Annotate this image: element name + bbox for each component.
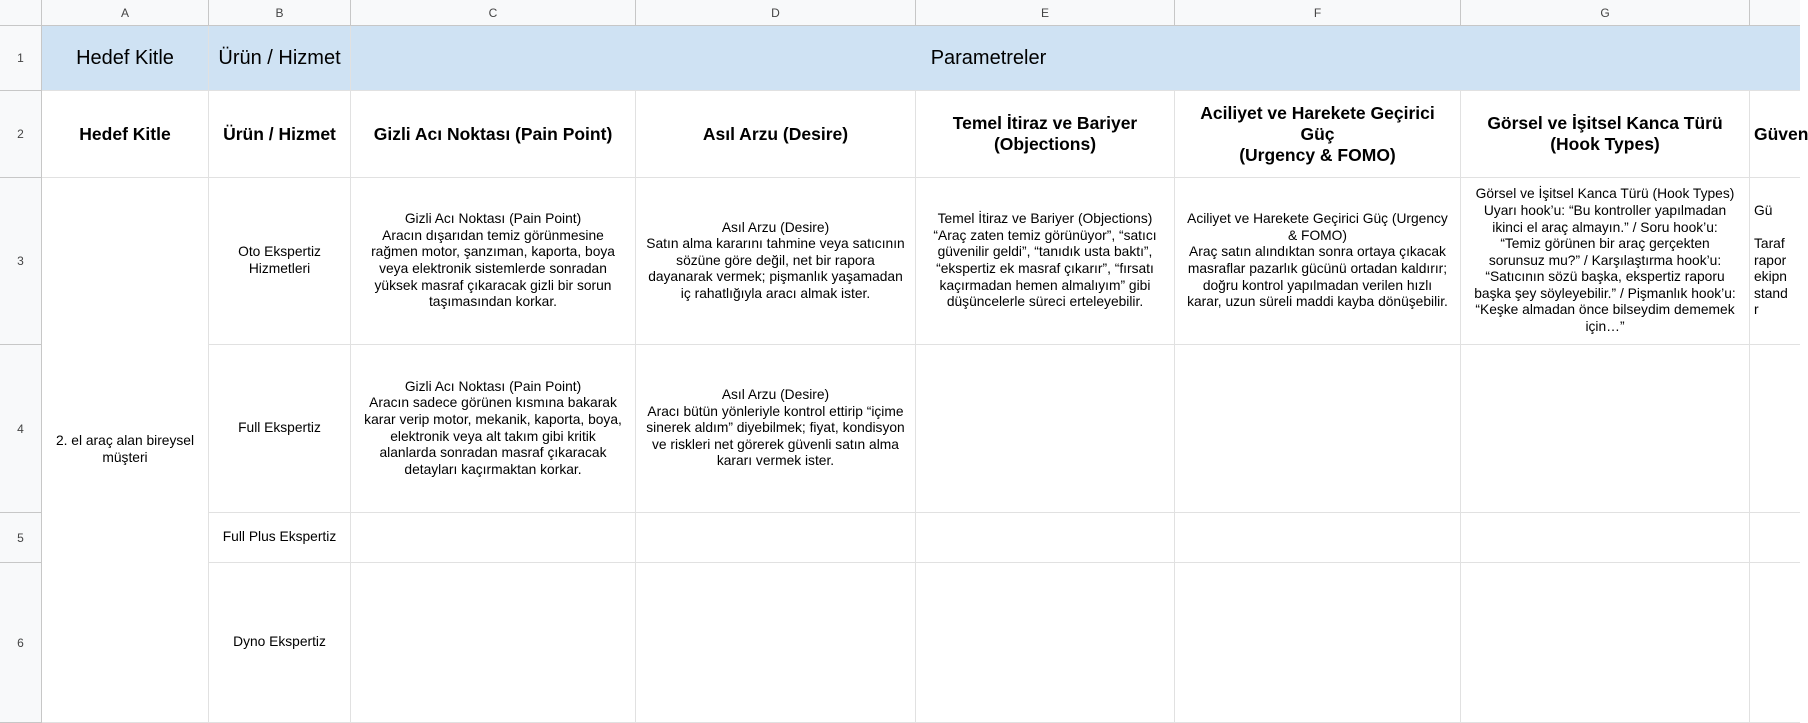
cell-f5[interactable] bbox=[1175, 513, 1461, 563]
cell-g6[interactable] bbox=[1461, 563, 1750, 723]
cell-b5[interactable]: Full Plus Ekspertiz bbox=[209, 513, 351, 563]
column-header-a[interactable]: A bbox=[42, 0, 209, 26]
cell-g2[interactable]: Görsel ve İşitsel Kanca Türü (Hook Types) bbox=[1461, 91, 1750, 178]
cell-f3[interactable]: Aciliyet ve Harekete Geçirici Güç (Urgency & FOMO) Araç satın alındıktan sonra ortaya çıkacak masraflar pazarlık gücünü ortadan kaldırır; doğru kontrol yapılmadan verilen hızlı karar, uzun süreli maddi kayba dönüşebilir. bbox=[1175, 178, 1461, 345]
row-header-4[interactable]: 4 bbox=[0, 345, 42, 513]
cell-a1[interactable]: Hedef Kitle bbox=[42, 26, 209, 91]
cell-b6[interactable]: Dyno Ekspertiz bbox=[209, 563, 351, 723]
cell-h3[interactable]: Gü Taraf rapor ekipn stand r bbox=[1750, 178, 1800, 345]
cell-c4[interactable]: Gizli Acı Noktası (Pain Point) Aracın sadece görünen kısmına bakarak karar verip motor, mekanik, kaporta, boya, elektronik veya alt takım gibi kritik alanlarda sonradan masraf çıkaracak detayları kaçırmaktan korkar. bbox=[351, 345, 636, 513]
cell-f4[interactable] bbox=[1175, 345, 1461, 513]
cell-f2[interactable]: Aciliyet ve Harekete Geçirici Güç (Urgency & FOMO) bbox=[1175, 91, 1461, 178]
cell-b1[interactable]: Ürün / Hizmet bbox=[209, 26, 351, 91]
column-header-f[interactable]: F bbox=[1175, 0, 1461, 26]
column-header-b[interactable]: B bbox=[209, 0, 351, 26]
select-all-corner[interactable] bbox=[0, 0, 42, 26]
cell-a3-merged-audience[interactable]: 2. el araç alan bireysel müşteri bbox=[42, 178, 209, 723]
cell-d3[interactable]: Asıl Arzu (Desire) Satın alma kararını tahmine veya satıcının sözüne göre değil, net bir rapora dayanarak vermek; pişmanlık yaşamadan iç rahatlığıyla aracı almak ister. bbox=[636, 178, 916, 345]
cell-d5[interactable] bbox=[636, 513, 916, 563]
cell-h2[interactable]: Güven bbox=[1750, 91, 1800, 178]
column-header-h[interactable] bbox=[1750, 0, 1800, 26]
cell-c1-merged[interactable]: Parametreler bbox=[351, 26, 1800, 91]
cell-d4[interactable]: Asıl Arzu (Desire) Aracı bütün yönleriyle kontrol ettirip “içime sinerek aldım” diyebilmek; fiyat, kondisyon ve riskleri net görerek güvenli satın alma kararı vermek ister. bbox=[636, 345, 916, 513]
cell-h6[interactable] bbox=[1750, 563, 1800, 723]
row-header-6[interactable]: 6 bbox=[0, 563, 42, 723]
row-header-3[interactable]: 3 bbox=[0, 178, 42, 345]
cell-g4[interactable] bbox=[1461, 345, 1750, 513]
column-header-g[interactable]: G bbox=[1461, 0, 1750, 26]
row-header-5[interactable]: 5 bbox=[0, 513, 42, 563]
row-header-2[interactable]: 2 bbox=[0, 91, 42, 178]
cell-c2[interactable]: Gizli Acı Noktası (Pain Point) bbox=[351, 91, 636, 178]
row-header-1[interactable]: 1 bbox=[0, 26, 42, 91]
cell-b3[interactable]: Oto Ekspertiz Hizmetleri bbox=[209, 178, 351, 345]
cell-c3[interactable]: Gizli Acı Noktası (Pain Point) Aracın dışarıdan temiz görünmesine rağmen motor, şanzıman, kaporta, boya veya elektronik sistemlerde sonradan yüksek masraf çıkaracak gizli bir sorun taşımasından korkar. bbox=[351, 178, 636, 345]
cell-g5[interactable] bbox=[1461, 513, 1750, 563]
cell-h4[interactable] bbox=[1750, 345, 1800, 513]
column-header-e[interactable]: E bbox=[916, 0, 1175, 26]
cell-c5[interactable] bbox=[351, 513, 636, 563]
column-header-d[interactable]: D bbox=[636, 0, 916, 26]
cell-a2[interactable]: Hedef Kitle bbox=[42, 91, 209, 178]
cell-e6[interactable] bbox=[916, 563, 1175, 723]
cell-e3[interactable]: Temel İtiraz ve Bariyer (Objections) “Araç zaten temiz görünüyor”, “satıcı güvenilir geldi”, “tanıdık usta baktı”, “ekspertiz ek masraf çıkarır”, “fırsatı kaçırmadan hemen almalıyım” gibi düşüncelerle süreci erteleyebilir. bbox=[916, 178, 1175, 345]
cell-d2[interactable]: Asıl Arzu (Desire) bbox=[636, 91, 916, 178]
cell-e2[interactable]: Temel İtiraz ve Bariyer (Objections) bbox=[916, 91, 1175, 178]
cell-f6[interactable] bbox=[1175, 563, 1461, 723]
cell-g3[interactable]: Görsel ve İşitsel Kanca Türü (Hook Types) Uyarı hook’u: “Bu kontroller yapılmadan ikinci el araç almayın.” / Soru hook’u: “Temiz görünen bir araç gerçekten sorunsuz mu?” / Karşılaştırma hook’u: “Satıcının sözü başka, ekspertiz raporu başka şey söyleyebilir.” / Pişmanlık hook’u: “Keşke almadan önce bilseydim dememek için…” bbox=[1461, 178, 1750, 345]
column-header-c[interactable]: C bbox=[351, 0, 636, 26]
cell-b2[interactable]: Ürün / Hizmet bbox=[209, 91, 351, 178]
cell-e4[interactable] bbox=[916, 345, 1175, 513]
cell-c6[interactable] bbox=[351, 563, 636, 723]
cell-e5[interactable] bbox=[916, 513, 1175, 563]
cell-b4[interactable]: Full Ekspertiz bbox=[209, 345, 351, 513]
cell-d6[interactable] bbox=[636, 563, 916, 723]
cell-h5[interactable] bbox=[1750, 513, 1800, 563]
